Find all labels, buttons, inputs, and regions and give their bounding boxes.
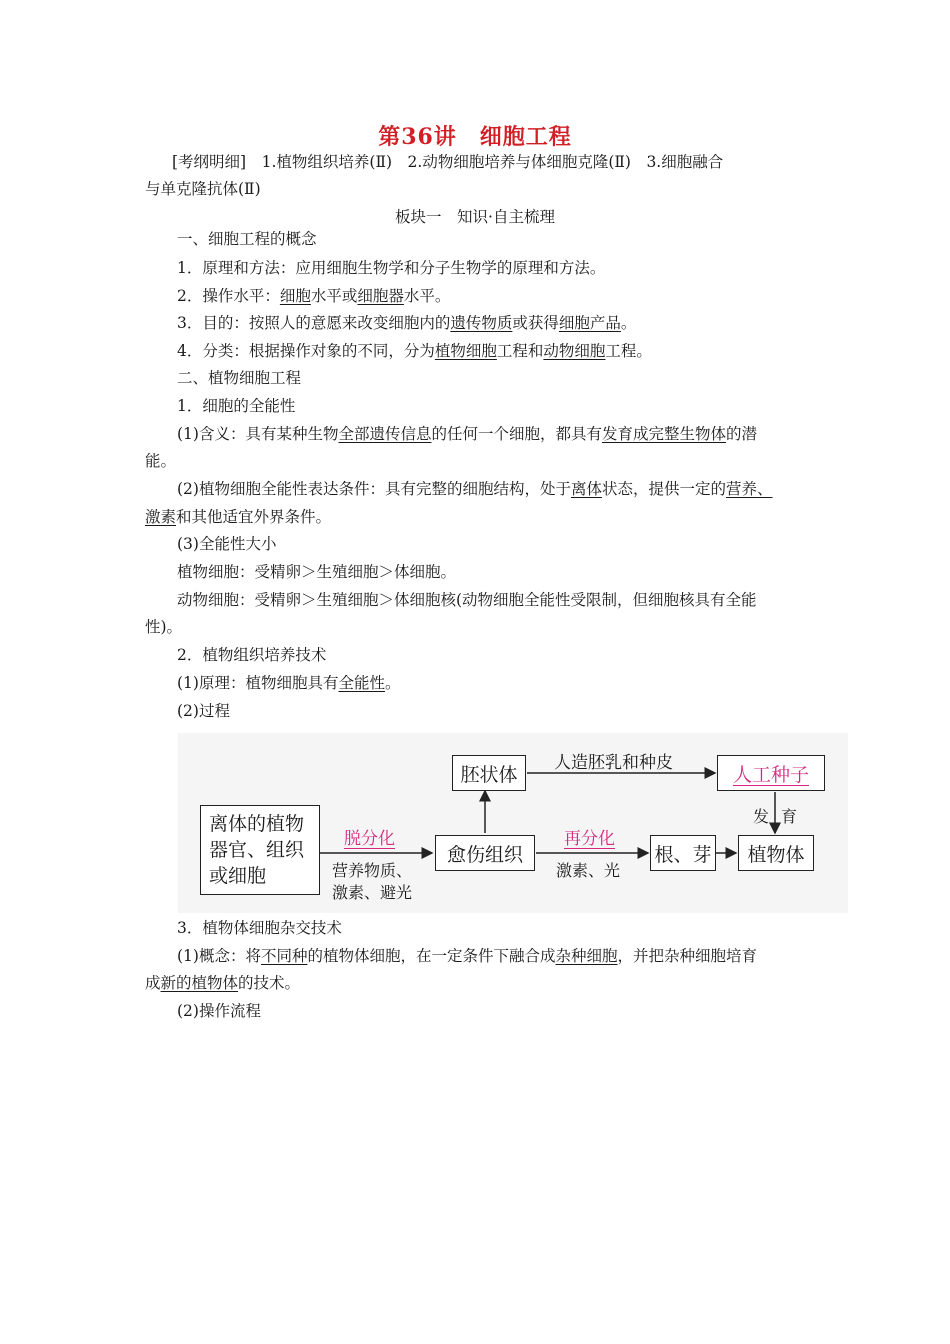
- text: 工程和: [496, 342, 544, 360]
- answer-blank: 细胞产品: [558, 314, 621, 332]
- answer-blank: 细胞器: [357, 287, 404, 305]
- answer-blank: 遗传物质: [450, 314, 513, 332]
- artificial-seed-box: 人工种子: [717, 755, 825, 791]
- answer-blank: 离体: [570, 480, 602, 498]
- callus-box: 愈伤组织: [435, 835, 535, 871]
- hybridization-concept-cont: [145, 973, 300, 993]
- tissue-culture-principle: [177, 673, 401, 693]
- animal-cell-order: 动物细胞：受精卵＞生殖细胞＞体细胞核(动物细胞全能性受限制，但细胞核具有全能: [177, 591, 757, 609]
- explant-line-3: 或细胞: [209, 865, 267, 887]
- syllabus-items: 1.植物组织培养(Ⅱ) 2.动物细胞培养与体细胞克隆(Ⅱ) 3.细胞融合: [261, 153, 724, 171]
- answer-blank: 不同种: [260, 947, 308, 965]
- text: 的潜: [726, 425, 758, 443]
- redifferentiation-label: 再分化: [564, 829, 615, 849]
- develop-label-1: 发: [753, 807, 770, 826]
- text: 3．目的：按照人的意愿来改变细胞内的: [177, 314, 451, 332]
- answer-blank: 发育成完整生物体: [602, 425, 727, 443]
- text: 的任何一个细胞，都具有: [431, 425, 602, 443]
- embryoid-box: 胚状体: [452, 755, 526, 791]
- text: (2)植物细胞全能性表达条件：具有完整的细胞结构，处于: [177, 480, 571, 498]
- dedifferentiation-label: 脱分化: [344, 829, 395, 849]
- root-bud-box: 根、芽: [650, 835, 716, 871]
- heading-plant-engineering: 二、植物细胞工程: [177, 369, 302, 387]
- answer-blank: 植物细胞: [434, 342, 497, 360]
- heading-concept: 一、细胞工程的概念: [177, 230, 317, 248]
- redifferentiation-condition: 激素、光: [556, 861, 621, 880]
- answer-blank: 动物细胞: [543, 342, 606, 360]
- explant-line-1: 离体的植物: [209, 813, 305, 835]
- concept-principle: 1．原理和方法：应用细胞生物学和分子生物学的原理和方法。: [177, 259, 606, 277]
- answer-blank: 杂种细胞: [555, 947, 618, 965]
- text: ，并把杂种细胞培育: [617, 947, 758, 965]
- answer-blank: 激素: [145, 508, 177, 526]
- dedifferentiation-condition-1: 营养物质、: [332, 861, 413, 880]
- text: (1)含义：具有某种生物: [177, 425, 339, 443]
- syllabus-line-1: [172, 152, 723, 172]
- text: 状态，提供一定的: [601, 480, 726, 498]
- explant-box: [200, 805, 320, 895]
- text: 4．分类：根据操作对象的不同，分为: [177, 342, 435, 360]
- text: 或获得: [512, 314, 559, 332]
- section-title: 板块一 知识·自主梳理: [395, 208, 555, 226]
- page-title: 第36讲 细胞工程: [378, 124, 572, 150]
- text: (1)原理：植物细胞具有: [177, 674, 339, 692]
- answer-blank: 营养、: [726, 480, 773, 498]
- dedifferentiation-condition-2: 激素、避光: [332, 883, 413, 902]
- totipotency-title: 1．细胞的全能性: [177, 397, 296, 415]
- text: 水平或: [310, 287, 358, 305]
- text: 2．操作水平：: [177, 287, 280, 305]
- totipotency-condition: [177, 479, 773, 499]
- text: (1)概念：将: [177, 947, 261, 965]
- concept-classification: [177, 341, 652, 361]
- text: 的技术。: [238, 974, 301, 992]
- animal-cell-order-cont: 性)。: [145, 618, 183, 636]
- totipotency-size: (3)全能性大小: [177, 535, 277, 553]
- text: 。: [620, 314, 637, 332]
- text: 的植物体细胞，在一定条件下融合成: [307, 947, 556, 965]
- plant-cell-order: 植物细胞：受精卵＞生殖细胞＞体细胞。: [177, 563, 457, 581]
- plant-box: 植物体: [738, 835, 814, 871]
- tissue-culture-process: (2)过程: [177, 702, 230, 720]
- syllabus-prefix: [考纲明细]: [172, 153, 262, 171]
- text: 水平。: [403, 287, 451, 305]
- text: 成: [145, 974, 161, 992]
- text: 。: [384, 674, 401, 692]
- tissue-culture-diagram: [178, 733, 848, 913]
- totipotency-condition-cont: [145, 507, 331, 527]
- hybridization-flow: (2)操作流程: [177, 1002, 261, 1020]
- totipotency-meaning: [177, 424, 757, 444]
- artificial-endosperm-label: 人造胚乳和种皮: [554, 753, 673, 773]
- text: 和其他适宜外界条件。: [176, 508, 332, 526]
- concept-purpose: [177, 313, 636, 333]
- totipotency-meaning-cont: 能。: [145, 452, 177, 470]
- hybridization-title: 3．植物体细胞杂交技术: [177, 919, 342, 937]
- answer-blank: 细胞: [279, 287, 311, 305]
- tissue-culture-title: 2．植物组织培养技术: [177, 646, 327, 664]
- hybridization-concept: [177, 946, 757, 966]
- concept-level: [177, 286, 450, 306]
- answer-blank: 全能性: [338, 674, 385, 692]
- answer-blank: 新的植物体: [160, 974, 239, 992]
- text: 工程。: [605, 342, 652, 360]
- answer-blank: 全部遗传信息: [338, 425, 432, 443]
- syllabus-line-2: 与单克隆抗体(Ⅱ): [145, 180, 261, 198]
- develop-label-2: 育: [781, 807, 798, 826]
- explant-line-2: 器官、组织: [209, 839, 305, 861]
